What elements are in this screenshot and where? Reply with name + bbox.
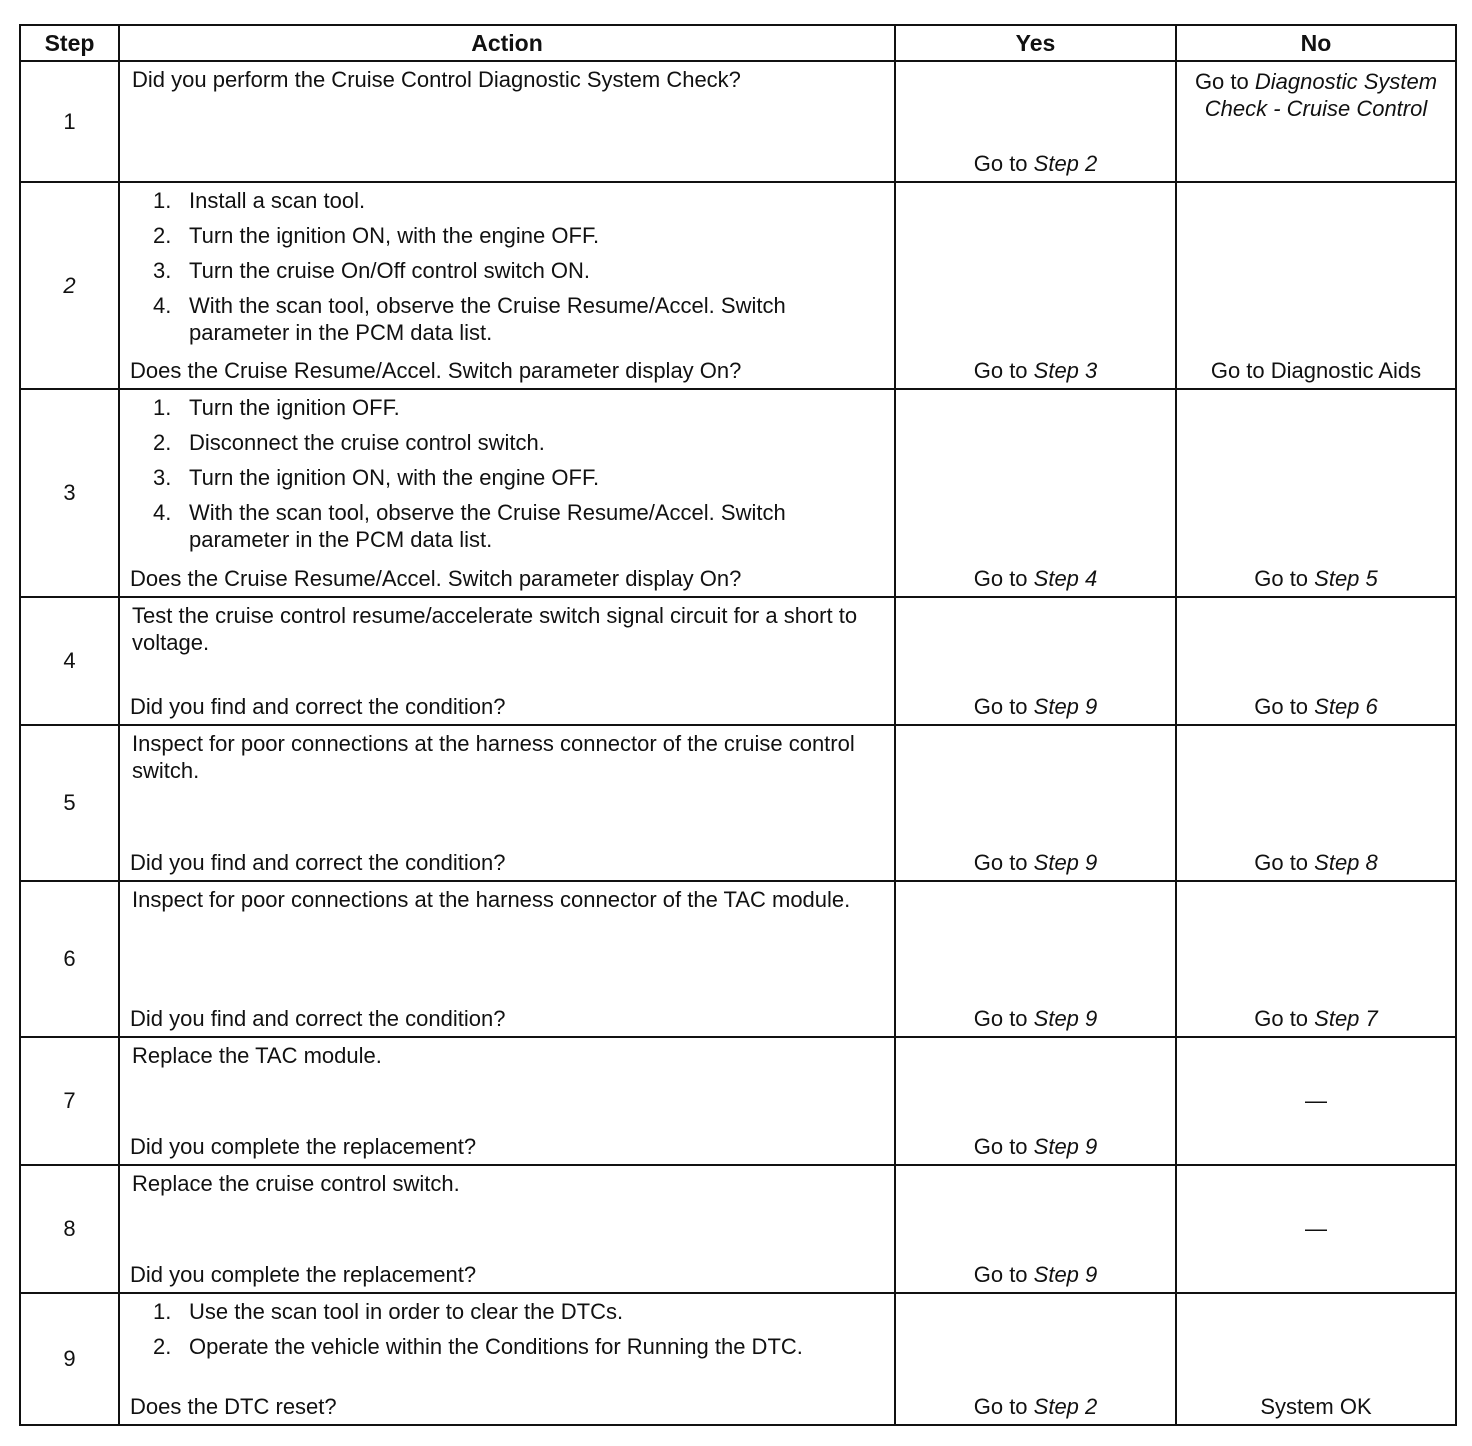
header-yes: Yes [895, 25, 1176, 61]
action-step-text: Operate the vehicle within the Conditions for Running the DTC. [189, 1334, 803, 1359]
action-step-item [130, 257, 884, 284]
no-result: Go to Diagnostic System Check - Cruise Control [1194, 69, 1438, 121]
action-question: Does the Cruise Resume/Accel. Switch parameter display On? [130, 566, 742, 591]
action-step-number: 1. [153, 188, 172, 213]
action-text: Replace the cruise control switch. [132, 1171, 460, 1196]
action-step-text: Turn the ignition ON, with the engine OFF. [189, 465, 600, 490]
step-number: 1 [20, 61, 119, 182]
action-step-number: 2. [153, 1334, 172, 1359]
action-step-text: Turn the ignition OFF. [189, 395, 400, 420]
step-number: 6 [20, 881, 119, 1037]
yes-cell [895, 881, 1176, 1037]
table-row [20, 1165, 1456, 1293]
no-cell [1176, 182, 1456, 389]
no-cell [1176, 1165, 1456, 1293]
action-cell [119, 1165, 895, 1293]
action-cell [119, 182, 895, 389]
action-text: Inspect for poor connections at the harness connector of the cruise control switch. [132, 731, 855, 783]
action-step-item [130, 222, 884, 249]
action-step-text: Turn the cruise On/Off control switch ON. [189, 258, 591, 283]
action-steps-list [130, 187, 884, 346]
no-step-ref: Step 5 [1314, 566, 1378, 591]
no-result: Go to Step 7 [1254, 1006, 1378, 1031]
action-step-item [130, 499, 884, 553]
action-cell [119, 881, 895, 1037]
action-step-text: Use the scan tool in order to clear the DTCs. [189, 1299, 624, 1324]
action-step-item [130, 1298, 884, 1325]
action-step-item [130, 292, 884, 346]
action-question: Did you find and correct the condition? [130, 1006, 506, 1031]
yes-step-ref: Step 9 [1033, 1006, 1098, 1031]
no-result: Go to Step 6 [1254, 694, 1378, 719]
no-result: System OK [1260, 1394, 1372, 1419]
no-cell [1176, 597, 1456, 725]
yes-step-ref: Step 4 [1033, 566, 1098, 591]
yes-result: Go to Step 3 [973, 358, 1098, 383]
diagnostic-table [19, 24, 1457, 1426]
action-step-text: Disconnect the cruise control switch. [189, 430, 545, 455]
action-question: Did you complete the replacement? [130, 1134, 477, 1159]
action-step-item [130, 429, 884, 456]
step-number: 5 [20, 725, 119, 881]
action-step-number: 4. [153, 500, 172, 525]
yes-cell [895, 1165, 1176, 1293]
action-cell [119, 1037, 895, 1165]
no-step-ref: Step 6 [1314, 694, 1378, 719]
table-row [20, 1293, 1456, 1425]
yes-step-ref: Step 9 [1033, 1134, 1098, 1159]
table-row [20, 182, 1456, 389]
yes-step-ref: Step 2 [1033, 151, 1098, 176]
yes-result: Go to Step 2 [973, 151, 1098, 176]
action-cell [119, 725, 895, 881]
action-text: Test the cruise control resume/accelerate switch signal circuit for a short to voltage. [132, 603, 858, 655]
yes-result: Go to Step 9 [973, 694, 1098, 719]
yes-cell [895, 1037, 1176, 1165]
step-number: 2 [20, 182, 119, 389]
yes-cell [895, 725, 1176, 881]
no-step-ref: Diagnostic System Check - Cruise Control [1204, 69, 1438, 121]
no-result-dash: — [1305, 1088, 1327, 1113]
yes-cell [895, 182, 1176, 389]
header-row [20, 25, 1456, 61]
action-step-number: 3. [153, 465, 172, 490]
yes-result: Go to Step 2 [973, 1394, 1098, 1419]
yes-result: Go to Step 4 [973, 566, 1098, 591]
action-step-number: 2. [153, 223, 172, 248]
yes-step-ref: Step 2 [1033, 1394, 1098, 1419]
yes-cell [895, 61, 1176, 182]
action-question: Did you find and correct the condition? [130, 850, 506, 875]
action-step-text: Install a scan tool. [189, 188, 366, 213]
no-cell [1176, 1293, 1456, 1425]
no-step-ref: Step 8 [1314, 850, 1378, 875]
table-row [20, 881, 1456, 1037]
yes-step-ref: Step 3 [1033, 358, 1098, 383]
header-action: Action [119, 25, 895, 61]
action-step-item [130, 187, 884, 214]
header-no: No [1176, 25, 1456, 61]
no-cell [1176, 1037, 1456, 1165]
table-row [20, 61, 1456, 182]
step-number: 9 [20, 1293, 119, 1425]
action-step-text: With the scan tool, observe the Cruise Resume/Accel. Switch parameter in the PCM data list. [189, 293, 786, 345]
action-step-item [130, 464, 884, 491]
no-result: Go to Diagnostic Aids [1210, 358, 1422, 383]
action-cell [119, 597, 895, 725]
step-number: 3 [20, 389, 119, 597]
action-step-number: 3. [153, 258, 172, 283]
action-step-number: 1. [153, 1299, 172, 1324]
header-step: Step [20, 25, 119, 61]
yes-step-ref: Step 9 [1033, 850, 1098, 875]
yes-cell [895, 1293, 1176, 1425]
no-result: Go to Step 5 [1254, 566, 1378, 591]
action-steps-list [130, 394, 884, 553]
action-question: Did you complete the replacement? [130, 1262, 477, 1287]
table-row [20, 597, 1456, 725]
no-cell [1176, 725, 1456, 881]
action-text: Replace the TAC module. [132, 1043, 382, 1068]
yes-cell [895, 389, 1176, 597]
table-row [20, 725, 1456, 881]
action-text: Inspect for poor connections at the harness connector of the TAC module. [132, 887, 851, 912]
action-step-item [130, 1333, 884, 1360]
no-cell [1176, 881, 1456, 1037]
yes-step-ref: Step 9 [1033, 694, 1098, 719]
yes-cell [895, 597, 1176, 725]
action-steps-list [130, 1298, 884, 1360]
table-row [20, 389, 1456, 597]
yes-result: Go to Step 9 [973, 1134, 1098, 1159]
no-result: Go to Step 8 [1254, 850, 1378, 875]
action-cell [119, 61, 895, 182]
yes-result: Go to Step 9 [973, 850, 1098, 875]
action-step-text: Turn the ignition ON, with the engine OFF. [189, 223, 600, 248]
yes-result: Go to Step 9 [973, 1006, 1098, 1031]
no-cell [1176, 61, 1456, 182]
action-cell [119, 1293, 895, 1425]
action-text: Did you perform the Cruise Control Diagnostic System Check? [132, 67, 741, 92]
yes-result: Go to Step 9 [973, 1262, 1098, 1287]
action-step-number: 2. [153, 430, 172, 455]
action-question: Did you find and correct the condition? [130, 694, 506, 719]
step-number: 8 [20, 1165, 119, 1293]
action-step-number: 1. [153, 395, 172, 420]
action-step-item [130, 394, 884, 421]
no-cell [1176, 389, 1456, 597]
no-result-dash: — [1305, 1216, 1327, 1241]
step-number: 7 [20, 1037, 119, 1165]
table-row [20, 1037, 1456, 1165]
step-number: 4 [20, 597, 119, 725]
action-cell [119, 389, 895, 597]
action-step-text: With the scan tool, observe the Cruise Resume/Accel. Switch parameter in the PCM data list. [189, 500, 786, 552]
no-step-ref: Step 7 [1314, 1006, 1378, 1031]
action-question: Does the DTC reset? [130, 1394, 337, 1419]
yes-step-ref: Step 9 [1033, 1262, 1098, 1287]
action-question: Does the Cruise Resume/Accel. Switch parameter display On? [130, 358, 742, 383]
action-step-number: 4. [153, 293, 172, 318]
